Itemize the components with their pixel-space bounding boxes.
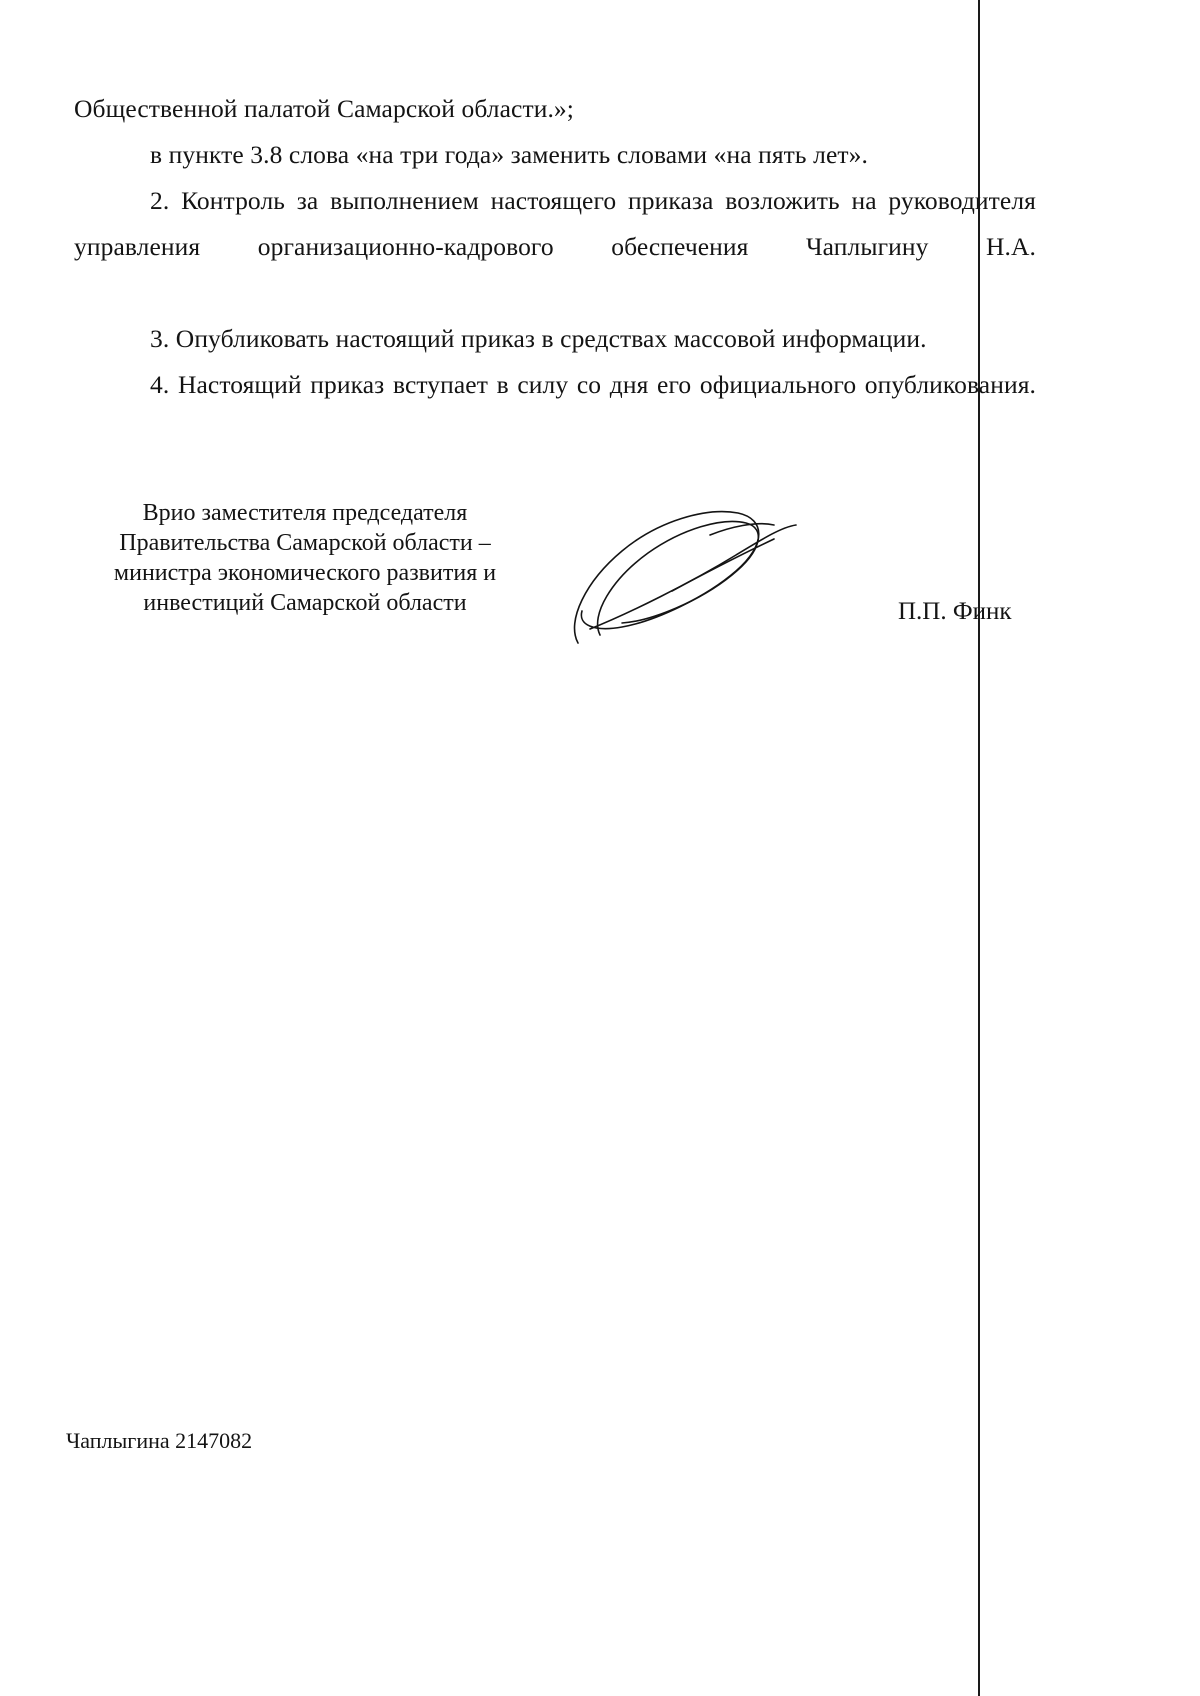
signature-title-line-3: министра экономического развития и (113, 560, 497, 586)
signature-title-block (90, 498, 520, 618)
paragraph-clause-38: в пункте 3.8 слова «на три года» заменить словами «на пять лет». (150, 140, 868, 169)
paragraph-continued: Общественной палатой Самарской области.»; (74, 94, 574, 123)
signature-title-line-4: инвестиций Самарской области (143, 590, 467, 616)
signature-title-line-1: Врио заместителя председателя (142, 500, 468, 526)
paragraph-item-4: 4. Настоящий приказ вступает в силу со дня его официального опубликования. (150, 370, 1036, 399)
signer-name: П.П. Финк (898, 598, 1012, 625)
paragraph-item-2: 2. Контроль за выполнением настоящего приказа возложить на руководителя управления организационно-кадрового обеспечения Чаплыгину Н.А. (74, 186, 1036, 261)
executor-footer-note: Чаплыгина 2147082 (66, 1428, 253, 1453)
signature-title-line-2: Правительства Самарской области – (119, 530, 491, 556)
document-body (74, 86, 1036, 454)
handwritten-signature-icon (560, 495, 820, 665)
paragraph-item-3: 3. Опубликовать настоящий приказ в средствах массовой информации. (150, 324, 927, 353)
